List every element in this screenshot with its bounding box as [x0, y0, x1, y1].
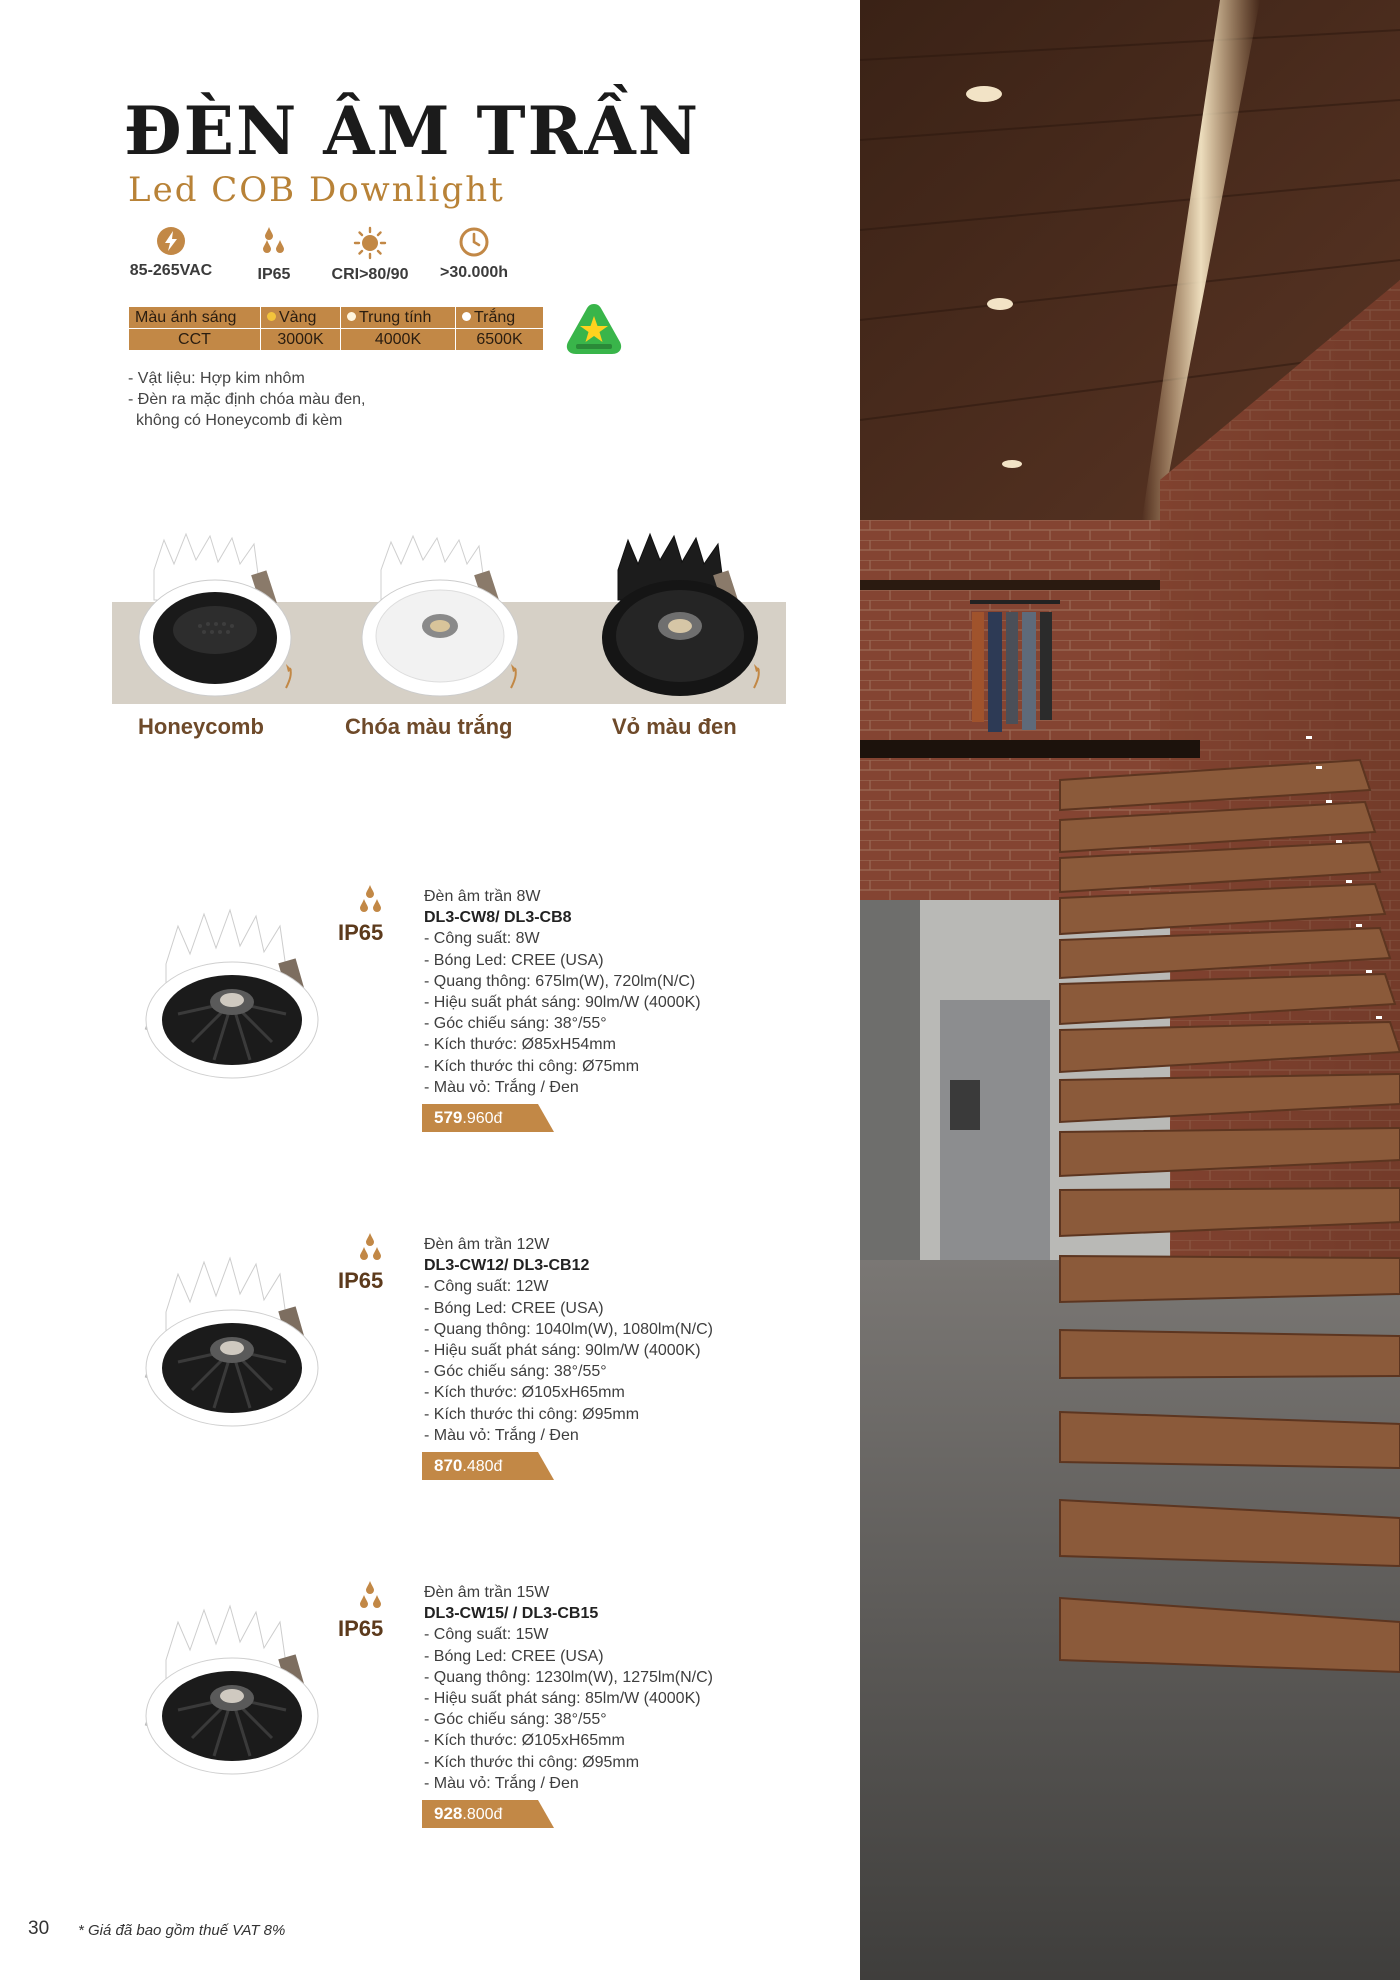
product-card-12w [0, 1238, 860, 1538]
product-info [424, 886, 701, 1098]
black-housing-downlight-image [598, 530, 768, 700]
ip-rating-label: IP65 [338, 920, 384, 945]
page-number: 30 [28, 1918, 50, 1939]
note-line: không có Honeycomb đi kèm [136, 412, 343, 429]
dot-yellow [267, 312, 276, 321]
spec-line: - Công suất: 12W [424, 1278, 549, 1296]
product-info [424, 1234, 713, 1446]
spec-line: - Góc chiếu sáng: 38°/55° [424, 1363, 607, 1381]
spec-line: - Màu vỏ: Trắng / Đen [424, 1774, 579, 1792]
honeycomb-downlight-image [130, 530, 300, 700]
product-info [424, 1582, 713, 1794]
price-main: 870 [434, 1456, 463, 1475]
feature-label-white-reflector: Chóa màu trắng [345, 714, 513, 739]
feature-label-honeycomb: Honeycomb [138, 714, 264, 739]
price-text [434, 1804, 502, 1824]
color-trung-tinh [341, 307, 456, 329]
spec-line: - Bóng Led: CREE (USA) [424, 1647, 604, 1665]
price-rest: .800đ [462, 1806, 503, 1823]
product-image-15w [138, 1588, 328, 1778]
dot-white [462, 312, 471, 321]
price-main: 579 [434, 1108, 463, 1127]
certification-badge-icon [562, 300, 626, 360]
spec-line: - Quang thông: 1040lm(W), 1080lm(N/C) [424, 1320, 713, 1338]
spec-line: - Góc chiếu sáng: 38°/55° [424, 1015, 607, 1033]
spec-line: - Kích thước thi công: Ø95mm [424, 1405, 640, 1423]
water-drops-icon [259, 226, 289, 260]
price-main: 928 [434, 1804, 463, 1823]
product-code: DL3-CW12/ DL3-CB12 [424, 1257, 590, 1275]
product-name: Đèn âm trần 12W [424, 1236, 550, 1253]
product-image-8w [138, 892, 328, 1082]
color-vang [261, 307, 341, 329]
spec-line: - Góc chiếu sáng: 38°/55° [424, 1711, 607, 1729]
product-name: Đèn âm trần 15W [424, 1584, 550, 1601]
price-text [434, 1456, 502, 1476]
cct-6500k: 6500K [456, 329, 544, 351]
ip-rating-label: IP65 [338, 1268, 384, 1293]
spec-line: - Quang thông: 675lm(W), 720lm(N/C) [424, 972, 696, 990]
cct-header: CCT [129, 329, 261, 351]
spec-voltage [124, 226, 218, 280]
cct-3000k: 3000K [261, 329, 341, 351]
product-card-8w [0, 890, 860, 1190]
spec-line: - Hiệu suất phát sáng: 90lm/W (4000K) [424, 994, 701, 1012]
product-code: DL3-CW8/ DL3-CB8 [424, 909, 572, 927]
spec-line: - Bóng Led: CREE (USA) [424, 1299, 604, 1317]
water-drops-icon [356, 1580, 386, 1616]
sun-icon [353, 226, 387, 260]
cct-4000k: 4000K [341, 329, 456, 351]
spec-lifetime [434, 226, 514, 282]
spec-voltage-label: 85-265VAC [129, 262, 213, 279]
spec-icons-row [124, 226, 564, 288]
note-line: - Đèn ra mặc định chóa màu đen, [128, 391, 366, 408]
white-reflector-downlight-image [355, 530, 525, 700]
price-rest: .960đ [462, 1110, 503, 1127]
feature-label-black-housing: Vỏ màu đen [612, 714, 737, 739]
dot-neutral [347, 312, 356, 321]
spec-lifetime-label: >30.000h [439, 264, 509, 281]
ip-rating-label: IP65 [338, 1616, 384, 1641]
color-trung-tinh-label: Trung tính [359, 308, 432, 326]
page-title: ĐÈN ÂM TRẦN [124, 92, 701, 170]
price-text [434, 1108, 502, 1128]
water-drops-icon [356, 1232, 386, 1268]
color-trang-label: Trắng [474, 308, 516, 326]
table-row [129, 307, 544, 329]
table-row [129, 329, 544, 351]
price-tag [422, 1104, 554, 1132]
price-rest: .480đ [462, 1458, 503, 1475]
price-tag [422, 1452, 554, 1480]
color-trang [456, 307, 544, 329]
clock-icon [458, 226, 490, 258]
spec-line: - Hiệu suất phát sáng: 90lm/W (4000K) [424, 1342, 701, 1360]
page-subtitle: Led COB Downlight [128, 170, 505, 210]
spec-line: - Bóng Led: CREE (USA) [424, 951, 604, 969]
power-icon [156, 226, 186, 256]
spec-line: - Hiệu suất phát sáng: 85lm/W (4000K) [424, 1690, 701, 1708]
spec-line: - Kích thước: Ø85xH54mm [424, 1036, 616, 1054]
spec-line: - Công suất: 15W [424, 1626, 549, 1644]
spec-line: - Kích thước thi công: Ø95mm [424, 1753, 640, 1771]
light-color-header: Màu ánh sáng [129, 307, 261, 329]
product-name: Đèn âm trần 8W [424, 888, 541, 905]
spec-cri-label: CRI>80/90 [331, 266, 409, 283]
spec-line: - Màu vỏ: Trắng / Đen [424, 1426, 579, 1444]
note-line: - Vật liệu: Hợp kim nhôm [128, 370, 305, 387]
spec-cri [324, 226, 416, 284]
product-image-12w [138, 1240, 328, 1430]
interior-illustration [860, 0, 1400, 1980]
product-code: DL3-CW15/ / DL3-CB15 [424, 1605, 599, 1623]
product-notes [128, 368, 365, 431]
vat-note: * Giá đã bao gồm thuế VAT 8% [78, 1922, 286, 1939]
color-vang-label: Vàng [279, 308, 317, 326]
spec-line: - Màu vỏ: Trắng / Đen [424, 1078, 579, 1096]
interior-staircase-photo [860, 0, 1400, 1980]
spec-ip [244, 226, 304, 284]
spec-line: - Kích thước thi công: Ø75mm [424, 1057, 640, 1075]
spec-line: - Quang thông: 1230lm(W), 1275lm(N/C) [424, 1668, 713, 1686]
spec-line: - Công suất: 8W [424, 930, 540, 948]
spec-line: - Kích thước: Ø105xH65mm [424, 1732, 625, 1750]
spec-ip-label: IP65 [257, 266, 291, 283]
product-card-15w [0, 1586, 860, 1886]
color-temperature-table [128, 306, 544, 351]
spec-line: - Kích thước: Ø105xH65mm [424, 1384, 625, 1402]
price-tag [422, 1800, 554, 1828]
water-drops-icon [356, 884, 386, 920]
